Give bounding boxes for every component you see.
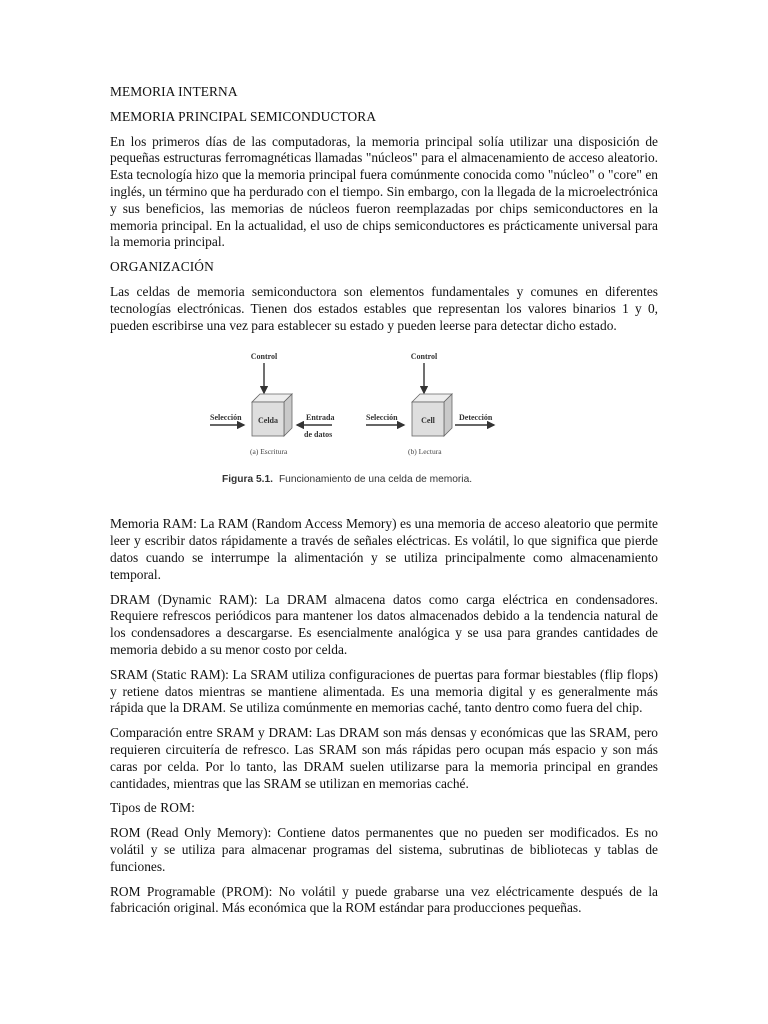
figure-number: Figura 5.1. (222, 474, 273, 486)
dram-paragraph: DRAM (Dynamic RAM): La DRAM almacena datos como carga eléctrica en condensadores. Requiere refrescos periódicos para mantener los datos almacenados debido a la tendencia natural de los condensadores a descargarse. Es esencialmente analógica y se usa para grandes cantidades de memoria debido a su menor costo por celda. (110, 591, 658, 657)
section-heading-organization: ORGANIZACIÓN (110, 259, 214, 275)
document-page (110, 84, 658, 925)
memory-cell-diagram (206, 346, 526, 464)
write-cell-label: Celda (258, 416, 278, 426)
read-cell-label: Cell (421, 416, 435, 426)
intro-paragraph: En los primeros días de las computadoras, la memoria principal solía utilizar una disposición de pequeñas estructuras ferromagnéticas llamadas "núcleos" para el almacenamiento de acceso aleatorio. Esta tecnología hizo que la memoria principal fuera comúnmente conocida como "núcleo" o "core" en inglés, un término que ha perdurado con el tiempo. Sin embargo, con la llegada de la microelectrónica y sus beneficios, las memorias de núcleos fueron reemplazadas por chips semiconductores en la memoria principal. En la actualidad, el uso de chips semiconductores es prácticamente universal para la memoria principal. (110, 133, 658, 250)
write-subcaption: (a) Escritura (250, 447, 288, 457)
write-select-label: Selección (210, 413, 242, 423)
read-select-label: Selección (366, 413, 398, 423)
prom-paragraph: ROM Programable (PROM): No volátil y puede grabarse una vez eléctricamente después de la fabricación original. Más económica que la ROM estándar para producciones pequeñas. (110, 883, 658, 916)
write-data-label-line1: Entrada (306, 413, 335, 423)
sram-paragraph: SRAM (Static RAM): La SRAM utiliza configuraciones de puertas para formar biestables (flip flops) y retiene datos mientras se mantiene alimentada. Es una memoria digital y es generalmente más rápida que la DRAM. Se utiliza comúnmente en memorias caché, tanto dentro como fuera del chip. (110, 666, 658, 716)
document-title: MEMORIA INTERNA (110, 84, 238, 99)
memory-cell-figure (110, 346, 658, 502)
read-cell-box (412, 394, 452, 436)
figure-caption (222, 472, 472, 489)
section-heading-main-memory: MEMORIA PRINCIPAL SEMICONDUCTORA (110, 108, 377, 124)
organization-paragraph: Las celdas de memoria semiconductora son elementos fundamentales y comunes en diferentes tecnologías electrónicas. Tienen dos estados estables que representan los valores binarios 1 y 0, pueden escribirse una vez para establecer su estado y pueden leerse para detectar dicho estado. (110, 283, 658, 333)
figure-caption-text: Funcionamiento de una celda de memoria. (278, 474, 473, 486)
write-cell-box (252, 394, 292, 436)
write-control-label: Control (250, 352, 278, 362)
rom-types-heading: Tipos de ROM: (110, 800, 195, 816)
comparison-paragraph: Comparación entre SRAM y DRAM: Las DRAM son más densas y económicas que las SRAM, pero requieren circuitería de refresco. Las SRAM son más rápidas pero ocupan más espacio y son más caras por celda. Por lo tanto, las DRAM suelen utilizarse para la memoria principal en grandes cantidades, mientras que las SRAM se utilizan en memorias caché. (110, 725, 658, 791)
rom-paragraph: ROM (Read Only Memory): Contiene datos permanentes que no pueden ser modificados. Es no volátil y se utiliza para almacenar programas del sistema, subrutinas de bibliotecas y tablas de funciones. (110, 825, 658, 874)
write-data-label-line2: de datos (304, 430, 333, 440)
read-subcaption: (b) Lectura (408, 447, 442, 457)
read-detect-label: Detección (459, 413, 493, 423)
read-control-label: Control (410, 352, 438, 362)
ram-paragraph: Memoria RAM: La RAM (Random Access Memory) es una memoria de acceso aleatorio que permite leer y escribir datos rápidamente a través de señales eléctricas. Es volátil, lo que significa que pierde datos cuando se interrumpe la alimentación y se utiliza principalmente como almacenamiento temporal. (110, 516, 658, 582)
